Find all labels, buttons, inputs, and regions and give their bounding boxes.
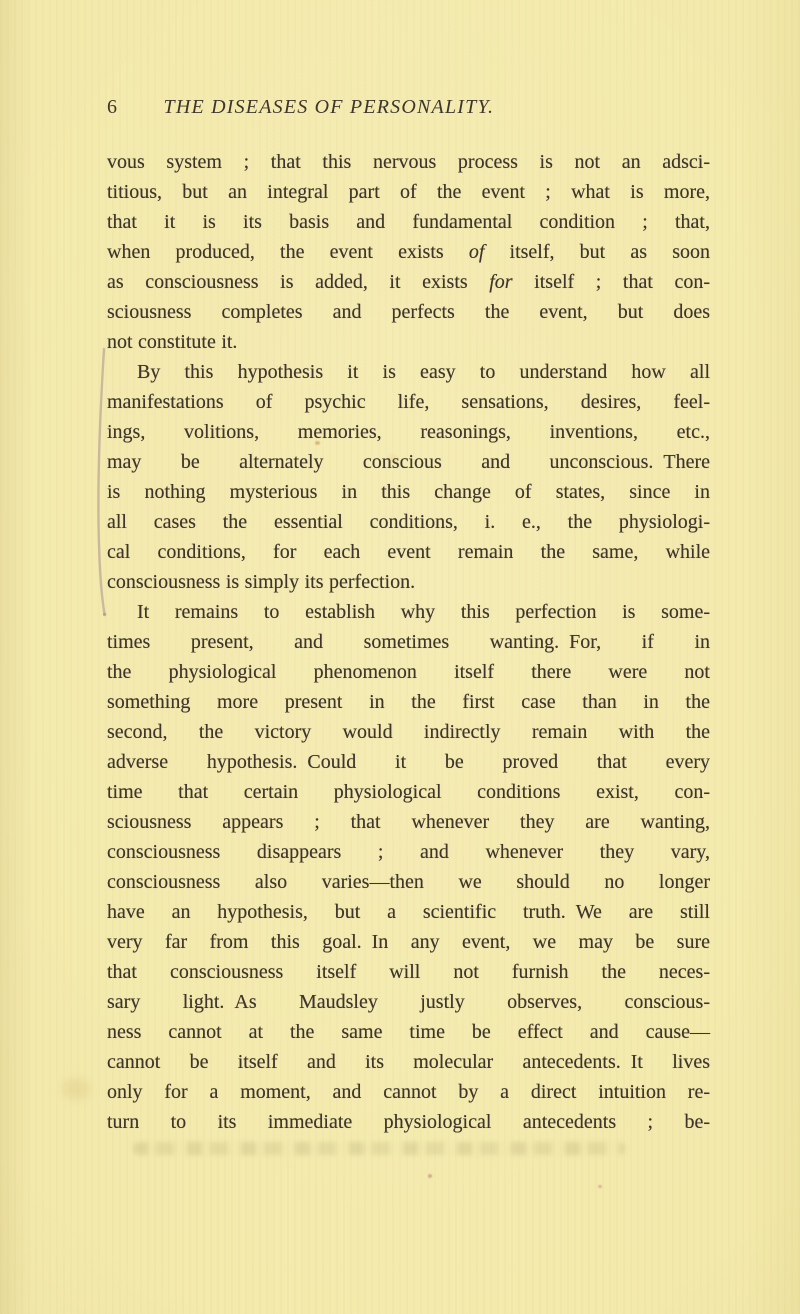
text-line: cannot be itself and its molecular antecedents. It lives <box>107 1051 710 1073</box>
text-line: may be alternately conscious and unconscious. There <box>107 451 710 473</box>
text-line: turn to its immediate physiological antecedents ; be- <box>107 1111 710 1133</box>
text-line: second, the victory would indirectly remain with the <box>107 721 710 743</box>
text-line: that it is its basis and fundamental condition ; that, <box>107 211 710 233</box>
text-line: sciousness appears ; that whenever they are wanting, <box>107 811 710 833</box>
text-line: By this hypothesis it is easy to understand how all <box>137 361 710 383</box>
text-line: something more present in the first case than in the <box>107 691 710 713</box>
page-number: 6 <box>107 96 118 118</box>
text-line: the physiological phenomenon itself there were not <box>107 661 710 683</box>
text-line: time that certain physiological conditions exist, con- <box>107 781 710 803</box>
text-line: all cases the essential conditions, i. e., the physiologi- <box>107 511 710 533</box>
text-block <box>107 147 710 1137</box>
pencil-margin-mark <box>92 344 114 624</box>
text-line: when produced, the event exists of itself, but as soon <box>107 241 710 263</box>
text-line: consciousness is simply its perfection. <box>107 571 416 593</box>
text-line: that consciousness itself will not furnish the neces- <box>107 961 710 983</box>
paper-speck <box>315 441 320 445</box>
paper-speck <box>428 1174 432 1178</box>
text-line: consciousness also varies—then we should no longer <box>107 871 710 893</box>
page-header-title: THE DISEASES OF PERSONALITY. <box>163 96 495 118</box>
text-line: sary light. As Maudsley justly observes, conscious- <box>107 991 710 1013</box>
text-line: as consciousness is added, it exists for itself ; that con- <box>107 271 710 293</box>
text-line: adverse hypothesis. Could it be proved that every <box>107 751 710 773</box>
text-line: manifestations of psychic life, sensations, desires, feel- <box>107 391 710 413</box>
text-line: It remains to establish why this perfection is some- <box>137 601 710 623</box>
paper-speck <box>598 1185 602 1188</box>
text-line: only for a moment, and cannot by a direct intuition re- <box>107 1081 710 1103</box>
paper-stain <box>62 1078 90 1100</box>
page-showthrough-ghost <box>133 1142 625 1155</box>
text-line: not constitute it. <box>107 331 238 353</box>
text-line: times present, and sometimes wanting. For, if in <box>107 631 710 653</box>
running-head <box>107 94 710 120</box>
paper-stain <box>388 455 398 463</box>
text-line: ness cannot at the same time be effect and cause— <box>107 1021 710 1043</box>
text-line: sciousness completes and perfects the event, but does <box>107 301 710 323</box>
text-line: very far from this goal. In any event, we may be sure <box>107 931 710 953</box>
text-line: vous system ; that this nervous process is not an adsci- <box>107 151 710 173</box>
text-line: cal conditions, for each event remain the same, while <box>107 541 710 563</box>
text-line: is nothing mysterious in this change of states, since in <box>107 481 710 503</box>
text-line: ings, volitions, memories, reasonings, inventions, etc., <box>107 421 710 443</box>
text-line: titious, but an integral part of the event ; what is more, <box>107 181 710 203</box>
text-line: have an hypothesis, but a scientific truth. We are still <box>107 901 710 923</box>
text-line: consciousness disappears ; and whenever they vary, <box>107 841 710 863</box>
